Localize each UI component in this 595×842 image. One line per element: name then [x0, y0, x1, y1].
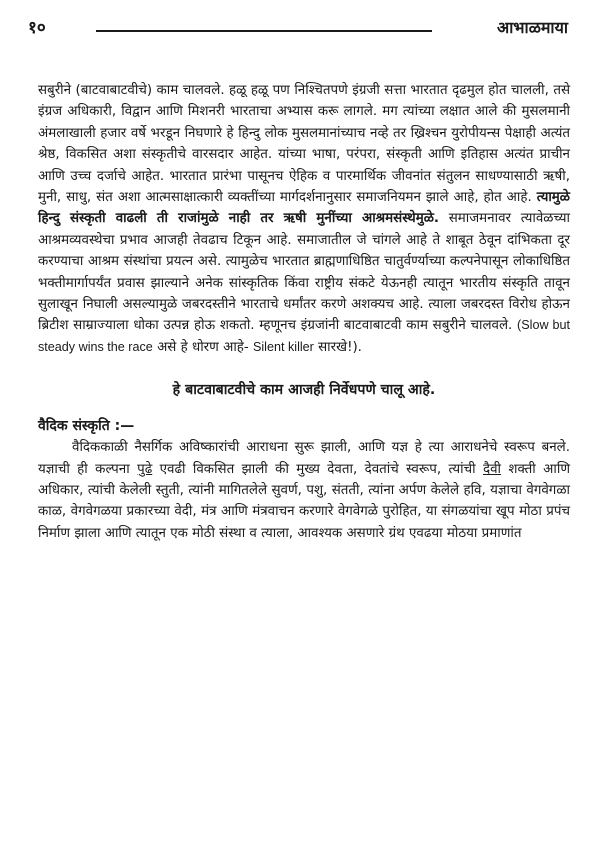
center-statement: हे बाटवाबाटवीचे काम आजही निर्वेधपणे चालू आहे.: [172, 382, 436, 399]
section-heading-vedic: वैदिक संस्कृति :—: [38, 417, 135, 434]
paragraph-2: [38, 437, 570, 544]
paragraph-1-text-c: असे हे धोरण आहे-: [152, 339, 253, 355]
paragraph-1-bold-sentence: त्यामुळे हिन्दु संस्कृती वाढली ती राजांमुळे नाही तर ऋषी मुनींच्या आश्रमसंस्थेमुळे.: [38, 190, 570, 227]
paragraph-2-text-c: शक्ती आणि अधिकार, त्यांची केलेली स्तुती, त्यांनी मागितलेले सुवर्ण, पशु, संतती, त्यांना अर्पण केलेले हवि, यज्ञाचा वेगवेगळा काळ, वेगवेगळया प्रकारच्या वेदी, मंत्र आणि मंत्रवाचन करणारे वेगवेगळे पुरोहित, या संगळयांचा खूप मोठा प्रपंच निर्माण झाला आणि त्यातून एक मोठी संस्था व त्याला, आवश्यक असणारे ग्रंथ एवढया मोठया प्रमाणांत: [38, 461, 571, 541]
underlined-word-pudhe: पुढे: [137, 461, 153, 477]
paragraph-1-text-b: समाजमनावर त्यावेळच्या आश्रमव्यवस्थेचा प्रभाव आजही तेवढाच टिकून आहे. समाजातील जे चांगले आहे ते शाबूत ठेवून दांभिकता दूर करण्याचा आश्रम संस्थांचा प्रयत्न असे. त्यामुळेच भारतात ब्राह्मणाधिष्ठित चातुर्वर्ण्याच्या कल्पनेपासून लोकाधिष्ठित भक्तीमार्गापर्यंत प्रवास झाल्याने अनेक सांस्कृतिक किंवा राष्ट्रीय संकटे येऊनही त्यातून भारतीय संस्कृति तावून सुलाखून निघाली असल्यामुळे जबरदस्तीने भारताचे धर्मांतर करणे अशक्यच आहे. त्याला जबरदस्त विरोध होऊन ब्रिटीश साम्राज्याला धोका उत्पन्न होऊ शकतो. म्हणूनच इंग्रजांनी बाटवाबाटवी काम सबुरीने चालवले.: [38, 211, 570, 334]
page-content: [38, 80, 570, 544]
paragraph-1: [38, 80, 570, 358]
page-header: [28, 14, 568, 42]
page-number: १०: [28, 18, 46, 38]
english-phrase-silent-killer: Silent killer: [252, 339, 314, 354]
english-phrase-slow-steady: (Slow but steady wins the race: [38, 318, 571, 354]
underlined-word-daivi: दैवी: [482, 461, 501, 477]
paragraph-1-text-d: सारखे!).: [313, 339, 362, 355]
header-rule: [96, 30, 432, 32]
running-title: आभाळमाया: [496, 18, 568, 37]
paragraph-1-text-a: सबुरीने (बाटवाबाटवीचे) काम चालवले. हळू हळू पण निश्चितपणे इंग्रजी सत्ता भारतात दृढमुल होत चालली, तसे इंग्रज अधिकारी, विद्वान आणि मिशनरी भारताचा अभ्यास करू लागले. मग त्यांच्या लक्षात आले की मुसलमानी अंमलाखाली हजार वर्षे भरडून निघणारे हे हिन्दु लोक मुसलमानांच्याच नव्हे तर ख्रिश्चन युरोपीयन्स पेक्षाही अत्यंत श्रेष्ठ, विकसित अशा संस्कृतीचे वारसदार आहेत. यांच्या भाषा, परंपरा, संस्कृती आणि इतिहास अत्यंत प्राचीन आणि उच्च दर्जाचे आहेत. भारतात प्रारंभा पासूनच ऐहिक व पारमार्थिक जीवनांत संतुलन साधण्यासाठी ऋषी, मुनी, साधु, संत अशा आत्मसाक्षात्कारी व्यक्तींच्या मार्गदर्शनानुसार समाजनियमन झाले आहे, होत आहे.: [38, 83, 570, 206]
paragraph-2-text-b: एवढी विकसित झाली की मुख्य देवता, देवतांचे स्वरूप, त्यांची: [152, 461, 483, 477]
paragraph-2-text-a: वैदिककाळी नैसर्गिक अविष्कारांची आराधना सुरू झाली, आणि यज्ञ हे त्या आराधनेचे स्वरूप बनले. यज्ञाची ही कल्पना: [38, 440, 570, 477]
